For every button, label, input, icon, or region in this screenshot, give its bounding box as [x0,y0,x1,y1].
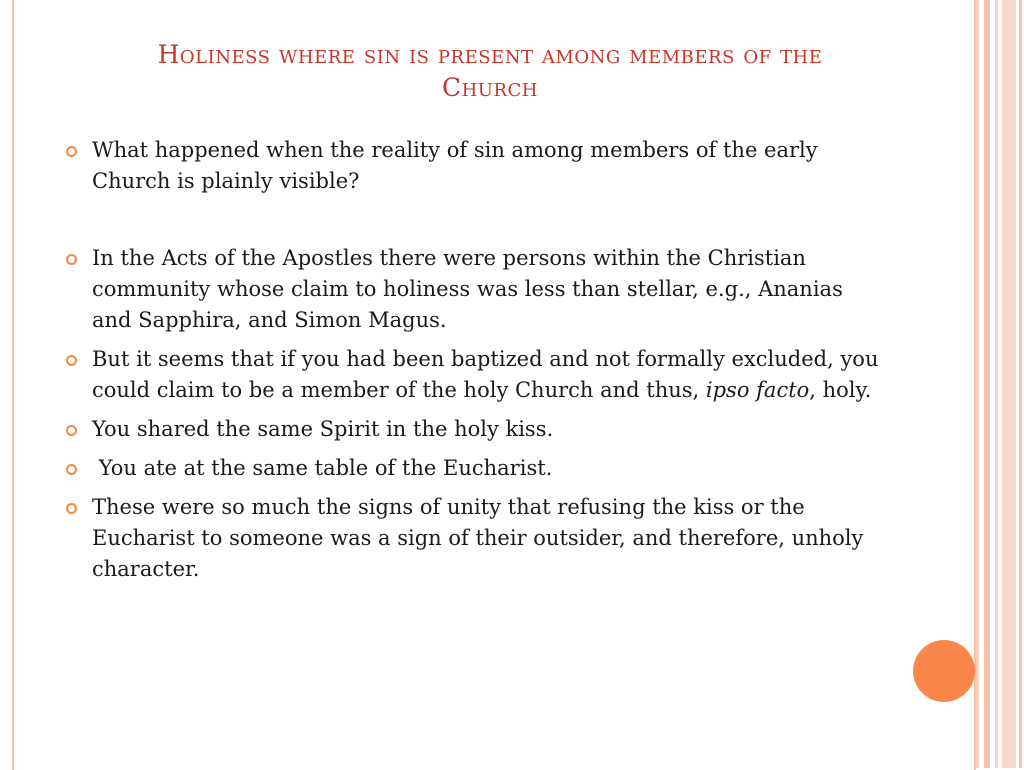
stripe [995,0,998,768]
title-line-2: Church [441,73,539,102]
bullet-text: What happened when the reality of sin among members of the early Church is plainly visible? [92,138,818,193]
bullet-item [64,453,884,484]
bullet-circle-icon [66,464,77,475]
bullet-text: You ate at the same table of the Eucharist. [92,456,553,480]
slide-title [60,38,920,104]
bullet-text-before: But it seems that if you had been baptized and not formally excluded, you could claim to be a member of the holy Church and thus, [92,347,879,402]
bullet-item [64,492,884,585]
bullet-text-after: , holy. [809,378,872,402]
decorative-stripes [976,0,1024,768]
bullet-circle-icon [66,503,77,514]
bullet-circle-icon [66,425,77,436]
bullet-text-italic: ipso facto [705,378,810,402]
bullet-item [64,135,884,197]
bullet-text: These were so much the signs of unity that refusing the kiss or the Eucharist to someone was a sign of their outsider, and therefore, unholy character. [92,495,864,581]
bullet-item [64,243,884,336]
bullet-circle-icon [66,254,77,265]
stripe [1019,0,1022,768]
bullet-text: In the Acts of the Apostles there were persons within the Christian community whose claim to holiness was less than stellar, e.g., Ananias and Sapphira, and Simon Magus. [92,246,843,332]
bullet-item [64,344,884,406]
bullet-item [64,414,884,445]
stripe [984,0,990,768]
bullet-circle-icon [66,355,77,366]
bullet-list [64,135,884,585]
accent-circle [913,640,975,702]
stripe [976,0,979,768]
stripe [1002,0,1016,768]
title-line-1: Holiness where sin is present among members of the [157,40,823,69]
bullet-circle-icon [66,146,77,157]
bullet-text: You shared the same Spirit in the holy kiss. [92,417,554,441]
